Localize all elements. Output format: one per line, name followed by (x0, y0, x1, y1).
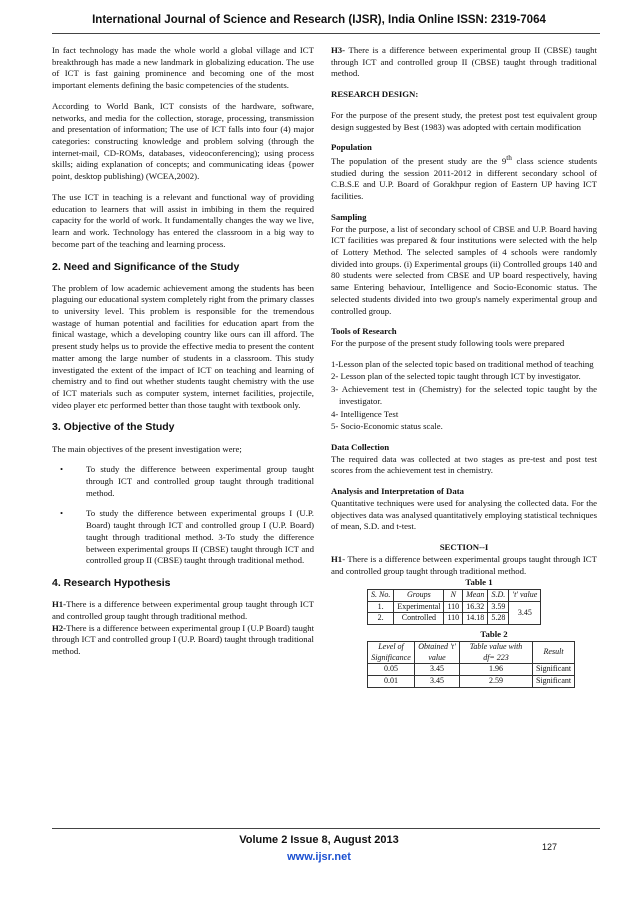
hypothesis-1 (52, 599, 314, 622)
list-item: 1-Lesson plan of the selected topic based on traditional method of teaching (331, 358, 594, 369)
table-row (368, 675, 575, 687)
list-item: 2- Lesson plan of the selected topic taught through ICT by investigator. (331, 371, 581, 382)
hypothesis-label: H3- (331, 45, 346, 55)
paragraph: For the purpose of the present study, the pretest post test equivalent group design suggested by Best (1983) was adopted with certain modification (331, 109, 597, 132)
paragraph: In fact technology has made the whole world a global village and ICT breakthrough has made a new landmark in globalizing education. The use of ICT is fast gaining prominence and becoming one of the most important elements defining the basic competencies of the students. (52, 45, 314, 91)
table-cell: Controlled (394, 613, 444, 625)
paragraph: For the purpose of the present study following tools were prepared (331, 338, 565, 348)
table-row (368, 664, 575, 676)
hypothesis-2 (52, 623, 314, 658)
sampling-heading: Sampling (331, 211, 367, 222)
table-header-cell: 't' value (509, 589, 541, 601)
table-header-cell: Result (533, 641, 575, 663)
left-column (52, 45, 314, 658)
paragraph: According to World Bank, ICT consists of the hardware, software, networks, and media for the collection, storage, processing, transmission and presentation of information; The use of ICT falls into four (4) major categories: constructing knowledge and problem solving (through the internet-mail, CD-ROMs, databases, videoconferencing); using process skills; aiding explanation of concepts; and communicating ideas {power point, desktop publishing) (WCEA,2002). (52, 100, 314, 182)
table-cell: 110 (444, 601, 463, 613)
hypothesis-label: H1 (331, 553, 343, 564)
paragraph: The problem of low academic achievement among the students has been plaguing our educational system completely right from the primary classes to university level. This problem is responsible for the tremendous wastage of human potential and facilities for education apart from the finical wastage, which a developing country like ours can ill afford. The present study helps us to provide the effective media to present the content matter among the large number of students in a classroom. This study investigated the extent of the impact of ICT on teaching and learning of chemistry and to find out whether students taught chemistry with the use of ICT materials such as computer system, internet facilities, projectile, video player etc performed better than those taught with textbook only. (52, 282, 314, 410)
table-header-cell: S. No. (368, 589, 394, 601)
table-cell: 14.18 (463, 613, 488, 625)
journal-url-link[interactable]: www.ijsr.net (287, 850, 351, 863)
table-cell: Experimental (394, 601, 444, 613)
journal-header: International Journal of Science and Research (IJSR), India Online ISSN: 2319-7064 (92, 14, 546, 26)
table-cell: 5.28 (488, 613, 509, 625)
table-1 (367, 589, 541, 625)
list-item: 3- Achievement test in (Chemistry) for the selected topic taught by the investigator. (331, 384, 597, 406)
issue-info: Volume 2 Issue 8, August 2013 (239, 834, 399, 846)
hypothesis-text: - There is a difference between experimental groups taught through ICT and controlled group taught through traditional method. (331, 553, 597, 576)
research-design-heading: RESEARCH DESIGN: (331, 89, 419, 100)
text-span: The population of the present study are the 9 (331, 155, 507, 166)
tools-heading: Tools of Research (331, 326, 397, 337)
bullet-icon: • (60, 464, 64, 475)
table-header-cell: Level of Significance (368, 641, 415, 663)
table-cell: Significant (533, 675, 575, 687)
footer-divider (52, 828, 600, 829)
table-cell: 0.05 (368, 664, 415, 676)
paragraph: For the purpose, a list of secondary school of CBSE and U.P. Board having ICT facilities was prepared & four institutions were selected with the help of Lottery Method. The selected samples of 4 schools were randomly divided into groups. (i) Experimental groups (ii) Controlled groups 140 and 80 students were selected from CBSE and UP board respectively, having same Entering behaviour, Intelligence and Socio-Economic status. The selected students divided into two group's namely experimental group and controlled group. (331, 223, 597, 316)
table-cell: 1. (368, 601, 394, 613)
table-cell: 2.59 (460, 675, 533, 687)
table-cell: 0.01 (368, 675, 415, 687)
section-heading: 3. Objective of the Study (52, 421, 175, 434)
table-header-cell: Groups (394, 589, 444, 601)
table-header-row (368, 589, 541, 601)
table-header-cell: N (444, 589, 463, 601)
list-item-text: To study the difference between experimental group taught through ICT and controlled group taught through traditional method. (86, 464, 314, 498)
list-item-text: To study the difference between experimental groups I (U.P. Board) taught through ICT and controlled group I (U.P. Board) taught through traditional method. 3-To study the difference between experimental groups II (CBSE) taught through ICT and controlled group II (CBSE) taught through traditional method. (86, 508, 314, 566)
hypothesis-text: There is a difference between experimental group II (CBSE) taught through ICT and controlled group II (CBSE) taught through traditional method. (331, 45, 597, 79)
table-header-cell: Mean (463, 589, 488, 601)
table-cell: 3.59 (488, 601, 509, 613)
analysis-heading: Analysis and Interpretation of Data (331, 486, 465, 497)
text-span: class science students studied during the session 2011-2012 in different secondary school of C.B.S.E and U.P. Board of Gorakhpur region of Eastern UP having ICT facilities. (331, 155, 597, 202)
population-text (331, 154, 597, 203)
section-label: SECTION--I (439, 542, 489, 553)
hypothesis-text: There is a difference between experimental group I (U.P Board) taught through ICT and controlled group I (U.P. Board) taught through traditional method. (52, 622, 314, 656)
section-heading: 2. Need and Significance of the Study (52, 260, 240, 273)
bullet-icon: • (60, 508, 64, 519)
table-1-title: Table 1 (465, 577, 493, 588)
population-heading: Population (331, 142, 372, 153)
header-divider (52, 33, 600, 34)
table-header-cell: S.D. (488, 589, 509, 601)
paragraph: The required data was collected at two stages as pre-test and post test scores from the achievement test in chemistry. (331, 453, 597, 476)
section-heading: 4. Research Hypothesis (52, 577, 171, 589)
t-value-cell: 3.45 (509, 601, 541, 624)
table-header-row (368, 641, 575, 663)
table-header-cell: Table value with df= 223 (460, 641, 533, 663)
table-cell: 16.32 (463, 601, 488, 613)
table-cell: 2. (368, 613, 394, 625)
hypothesis-label: H1- (52, 599, 67, 610)
table-cell: 3.45 (415, 664, 460, 676)
data-collection-heading: Data Collection (331, 442, 390, 453)
table-row (368, 601, 541, 613)
table-2-title: Table 2 (480, 629, 508, 640)
table-cell: 110 (444, 613, 463, 625)
paragraph: The use ICT in teaching is a relevant and functional way of providing education to learners that will assist in imbibing in them the required capacity for the world of work. It fundamentally changes the way we live, learn and work. Technology has entered the classroom in a big way to become part of the teaching and learning process. (52, 191, 314, 249)
hypothesis-text: There is a difference between experimental group taught through ICT and controlled group taught through traditional method. (52, 599, 314, 621)
table-cell: Significant (533, 664, 575, 676)
table-2 (367, 641, 575, 688)
list-item: 5- Socio-Economic status scale. (331, 421, 443, 432)
hypothesis-label: H2- (52, 622, 67, 633)
tools-list (331, 359, 597, 433)
list-item (52, 508, 314, 567)
table-header-cell: Obtained 't' value (415, 641, 460, 663)
hypothesis-3 (331, 45, 597, 80)
paragraph: The main objectives of the present investigation were; (52, 443, 242, 454)
right-column (331, 45, 597, 688)
paragraph: Quantitative techniques were used for analysing the collected data. For the objectives data was analysed quantitatively employing statistical techniques of mean, S.D. and t-test. (331, 497, 597, 532)
section-hypothesis (331, 554, 597, 577)
table-cell: 1.96 (460, 664, 533, 676)
page-number: 127 (542, 842, 558, 852)
table-cell: 3.45 (415, 675, 460, 687)
list-item: 4- Intelligence Test (331, 408, 399, 419)
list-item (52, 464, 314, 499)
superscript: th (506, 154, 512, 163)
